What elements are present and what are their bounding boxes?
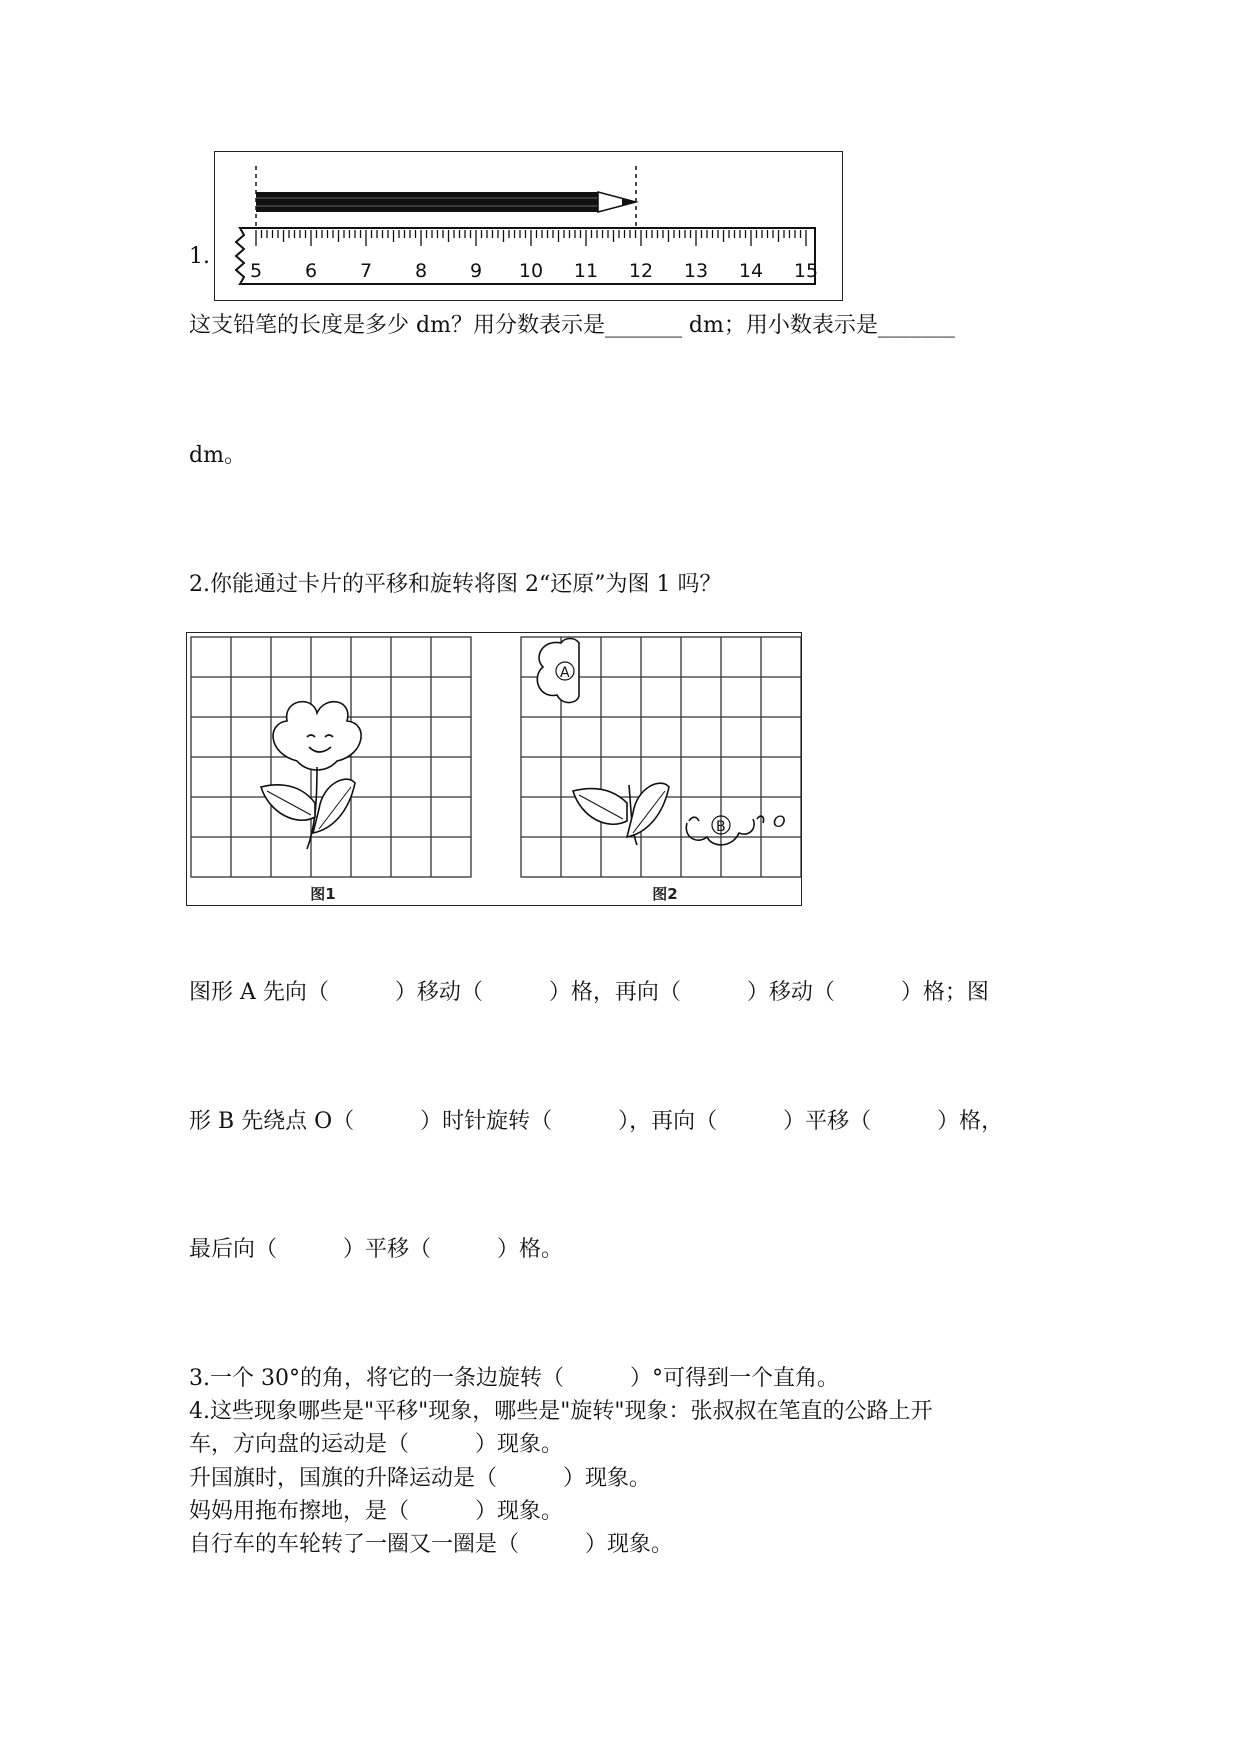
ruler-tick-label: 8: [414, 260, 428, 282]
pencil-ruler-image: [215, 152, 842, 300]
label-a: A: [560, 665, 570, 681]
q1-question: 这支铅笔的长度是多少 dm？用分数表示是_______ dm；用小数表示是_______: [189, 313, 955, 338]
ruler-tick-label: 14: [738, 260, 764, 282]
q2-line1: 图形 A 先向（ ）移动（ ）格，再向（ ）移动（ ）格；图: [189, 980, 989, 1005]
q4-line1: 4.这些现象哪些是"平移"现象，哪些是"旋转"现象：张叔叔在笔直的公路上开: [189, 1399, 933, 1424]
ruler-tick-label: 5: [249, 260, 263, 282]
label-o: O: [773, 812, 786, 831]
ruler-tick-label: 13: [683, 260, 709, 282]
q1-number: 1.: [189, 244, 210, 269]
q4-line3: 升国旗时，国旗的升降运动是（ ）现象。: [189, 1466, 652, 1491]
fig1-caption: 图1: [310, 885, 336, 903]
ruler-tick-label: 11: [573, 260, 599, 282]
ruler-icon: [236, 228, 818, 284]
ruler-figure: [214, 151, 843, 301]
q2-line3: 最后向（ ）平移（ ）格。: [189, 1237, 564, 1262]
ruler-tick-label: 6: [304, 260, 318, 282]
q3-text: 3.一个 30°的角，将它的一条边旋转（ ）°可得到一个直角。: [189, 1366, 839, 1391]
ruler-tick-label: 12: [628, 260, 654, 282]
leaves-icon: [573, 783, 669, 845]
q2-title: 2.你能通过卡片的平移和旋转将图 2“还原”为图 1 吗？: [189, 572, 722, 597]
ruler-tick-label: 7: [359, 260, 373, 282]
piece-a: [537, 639, 579, 703]
ruler-tick-label: 10: [518, 260, 544, 282]
ruler-tick-label: 15: [793, 260, 819, 282]
grid-figure: [186, 632, 802, 906]
label-b: B: [716, 819, 726, 835]
q4-line2: 车，方向盘的运动是（ ）现象。: [189, 1432, 564, 1457]
q4-line4: 妈妈用拖布擦地，是（ ）现象。: [189, 1499, 564, 1524]
pencil-icon: [256, 192, 636, 212]
q4-line5: 自行车的车轮转了一圈又一圈是（ ）现象。: [189, 1532, 674, 1557]
ruler-tick-label: 9: [469, 260, 483, 282]
fig2-caption: 图2: [652, 885, 678, 903]
grid-figures-image: [187, 633, 801, 905]
q2-line2: 形 B 先绕点 O（ ）时针旋转（ ），再向（ ）平移（ ）格，: [189, 1109, 1004, 1134]
q1-continuation: dm。: [189, 443, 246, 468]
